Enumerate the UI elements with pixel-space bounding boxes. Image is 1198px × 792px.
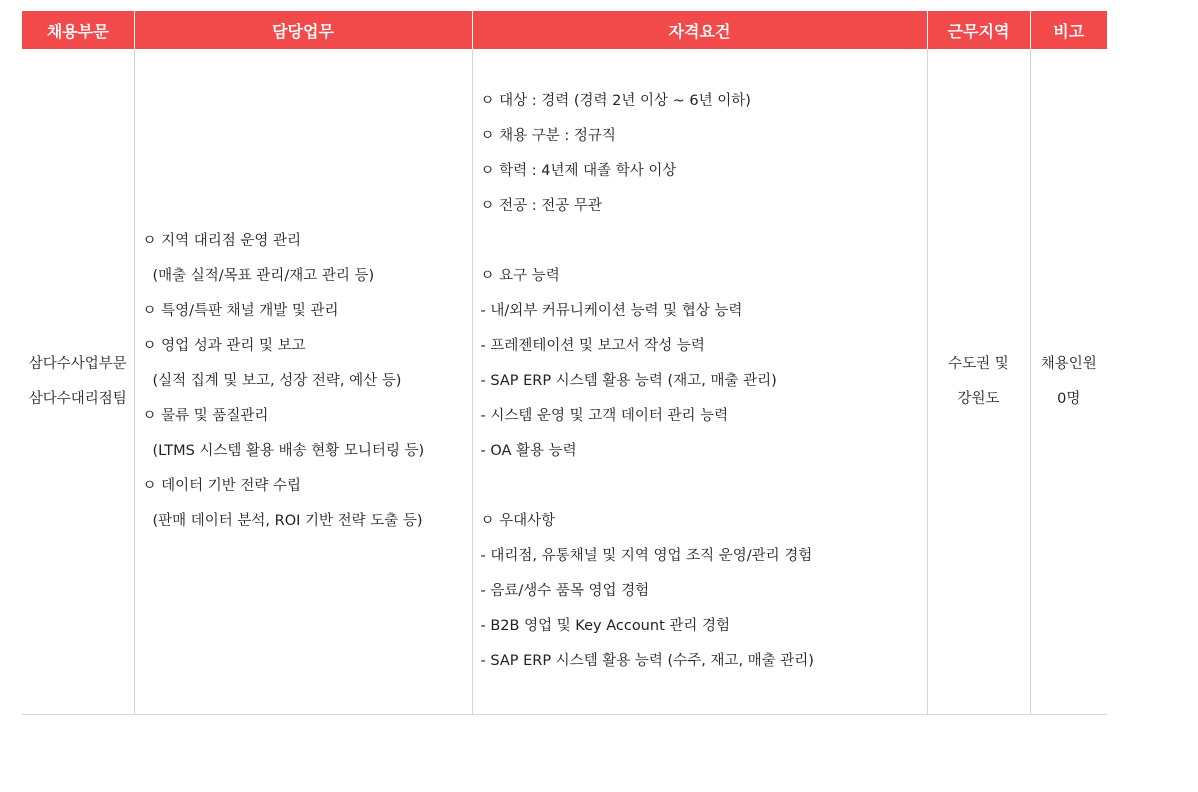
qualification-basic-item: ㅇ 전공 : 전공 무관 xyxy=(480,198,602,214)
preferred-item: - 대리점, 유통채널 및 지역 영업 조직 운영/관리 경험 xyxy=(480,548,813,564)
spacer xyxy=(481,224,927,259)
location-line: 수도권 및 xyxy=(948,355,1009,372)
qualification-basic-item: ㅇ 채용 구분 : 정규직 xyxy=(480,128,616,144)
header-row xyxy=(22,11,1107,49)
required-skill-item: - 내/외부 커뮤니케이션 능력 및 협상 능력 xyxy=(480,303,743,319)
duty-item: ㅇ 영업 성과 관리 및 보고 xyxy=(142,338,306,354)
note-line: 채용인원 xyxy=(1040,355,1097,372)
preferred-item: - B2B 영업 및 Key Account 관리 경험 xyxy=(480,618,730,634)
preferred-item: - 음료/생수 품목 영업 경험 xyxy=(480,583,650,599)
header-duties: 담당업무 xyxy=(134,11,472,49)
note-line: 0명 xyxy=(1057,390,1081,407)
preferred-title: ㅇ 우대사항 xyxy=(480,513,556,529)
spacer xyxy=(481,469,927,504)
qualification-basic-item: ㅇ 학력 : 4년제 대졸 학사 이상 xyxy=(480,163,677,179)
department-line: 삼다수대리점팀 xyxy=(28,390,127,407)
job-posting-table xyxy=(22,11,1107,715)
required-skill-item: - 프레젠테이션 및 보고서 작성 능력 xyxy=(480,338,705,354)
note-cell xyxy=(1030,49,1107,715)
qualification-basic-item: ㅇ 대상 : 경력 (경력 2년 이상 ~ 6년 이하) xyxy=(480,93,751,109)
qualifications-cell xyxy=(472,49,927,715)
required-skill-item: - SAP ERP 시스템 활용 능력 (재고, 매출 관리) xyxy=(480,373,777,389)
required-skills-title: ㅇ 요구 능력 xyxy=(480,268,560,284)
table-row xyxy=(22,49,1107,715)
duty-detail: (실적 집계 및 보고, 성장 전략, 예산 등) xyxy=(152,373,402,389)
header-department: 채용부문 xyxy=(22,11,134,49)
location-line: 강원도 xyxy=(957,390,1000,407)
duties-cell xyxy=(134,49,472,715)
duty-detail: (LTMS 시스템 활용 배송 현황 모니터링 등) xyxy=(152,443,425,459)
duty-item: ㅇ 특영/특판 채널 개발 및 관리 xyxy=(142,303,339,319)
required-skill-item: - 시스템 운영 및 고객 데이터 관리 능력 xyxy=(480,408,729,424)
department-cell xyxy=(22,49,134,715)
duty-item: ㅇ 지역 대리점 운영 관리 xyxy=(142,233,302,249)
duty-detail: (매출 실적/목표 관리/재고 관리 등) xyxy=(152,268,375,284)
header-note: 비고 xyxy=(1030,11,1107,49)
location-cell xyxy=(927,49,1030,715)
required-skill-item: - OA 활용 능력 xyxy=(480,443,577,459)
duty-detail: (판매 데이터 분석, ROI 기반 전략 도출 등) xyxy=(152,513,423,529)
duty-item: ㅇ 물류 및 품질관리 xyxy=(142,408,269,424)
preferred-item: - SAP ERP 시스템 활용 능력 (수주, 재고, 매출 관리) xyxy=(480,653,814,669)
department-line: 삼다수사업부문 xyxy=(28,355,127,372)
header-qualifications: 자격요건 xyxy=(472,11,927,49)
header-location: 근무지역 xyxy=(927,11,1030,49)
duty-item: ㅇ 데이터 기반 전략 수립 xyxy=(142,478,302,494)
